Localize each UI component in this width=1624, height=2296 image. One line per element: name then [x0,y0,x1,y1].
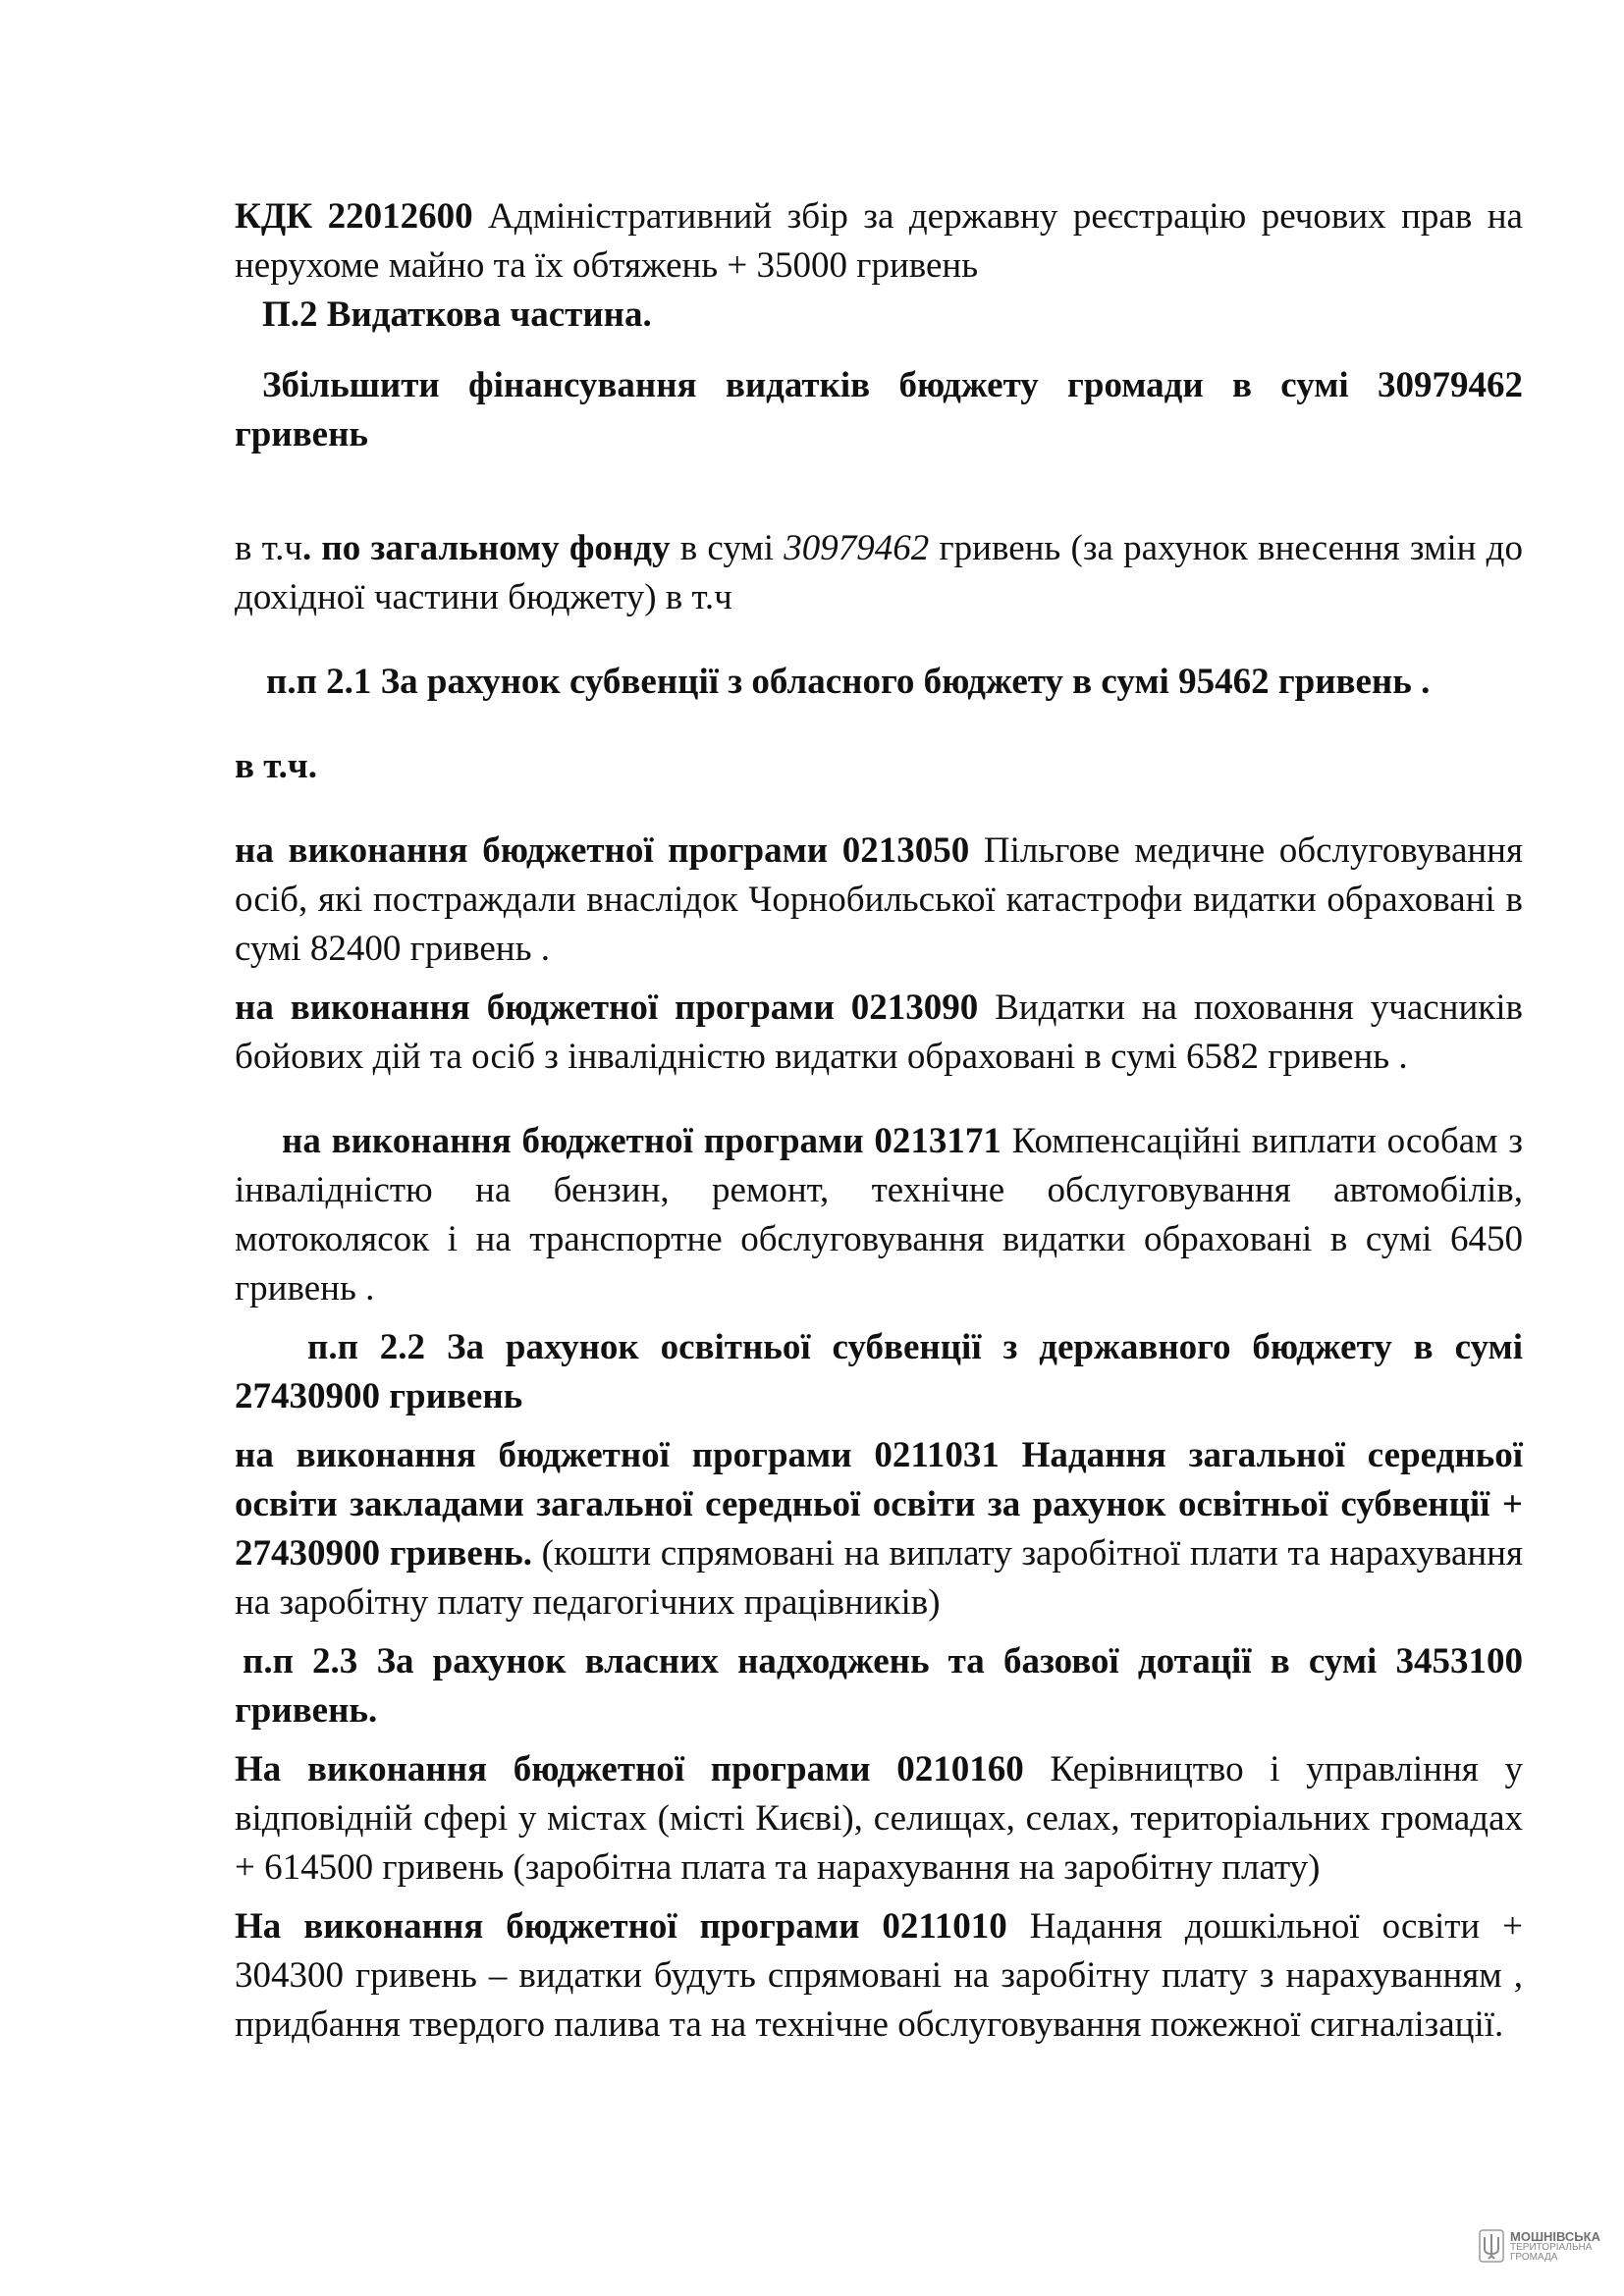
including-label: в т.ч. [235,746,317,786]
program-0210160-paragraph: На виконання бюджетної програми 0210160 Керівництво і управління у відповідній сфері у містах (місті Києві), селищах, селах, територіальних громадах + 614500 гривень (заробітна плата та нарахування на заробітну плату) [235,1749,1523,1888]
program-0213050-paragraph: на виконання бюджетної програми 0213050 Пільгове медичне обслуговування осіб, які постраждали внаслідок Чорнобильської катастрофи видатки обраховані в сумі 82400 гривень . [235,830,1523,969]
program-0213171-paragraph: на виконання бюджетної програми 0213171 Компенсаційні виплати особам з інвалідністю на бензин, ремонт, технічне обслуговування автомобілів, мотоколясок і на транспортне обслуговування видатки обраховані в сумі 6450 гривень . [235,1121,1523,1308]
kdk-income-line: КДК 22012600 Адміністративний збір за державну реєстрацію речових прав на нерухоме майно та їх обтяжень + 35000 гривень [235,196,1523,286]
community-logo [1479,2229,1600,2263]
subsection-2-2-heading: п.п 2.2 За рахунок освітньої субвенції з державного бюджету в сумі 27430900 гривень [235,1327,1523,1416]
document-page [235,192,1523,2050]
subsection-2-3-heading: п.п 2.3 За рахунок власних надходжень та базової дотації в сумі 3453100 гривень. [235,1641,1523,1731]
trident-icon [1479,2229,1504,2263]
logo-text: МОШНІВСЬКА ТЕРИТОРІАЛЬНА ГРОМАДА [1510,2228,1600,2263]
program-0213090-paragraph: на виконання бюджетної програми 0213090 Видатки на поховання учасників бойових дій та осіб з інвалідністю видатки обраховані в сумі 6582 гривень . [235,988,1523,1077]
increase-funding-paragraph: Збільшити фінансування видатків бюджету громади в сумі 30979462 гривень [235,365,1523,454]
section-heading: П.2 Видаткова частина. [262,294,652,335]
program-0211010-paragraph: На виконання бюджетної програми 0211010 Надання дошкільної освіти + 304300 гривень – видатки будуть спрямовані на заробітну плату з нарахуванням , придбання твердого палива та на технічне обслуговування пожежної сигналізації. [235,1906,1523,2045]
general-fund-paragraph: в т.ч. по загальному фонду в сумі 30979462 гривень (за рахунок внесення змін до дохідної частини бюджету) в т.ч [235,528,1524,617]
program-0211031-paragraph: на виконання бюджетної програми 0211031 Надання загальної середньої освіти закладами загальної середньої освіти за рахунок освітньої субвенції + 27430900 гривень. (кошти спрямовані на виплату заробітної плати та нарахування на заробітну плату педагогічних працівників) [235,1435,1523,1623]
subsection-2-1-heading: п.п 2.1 За рахунок субвенції з обласного бюджету в сумі 95462 гривень . [266,662,1431,702]
